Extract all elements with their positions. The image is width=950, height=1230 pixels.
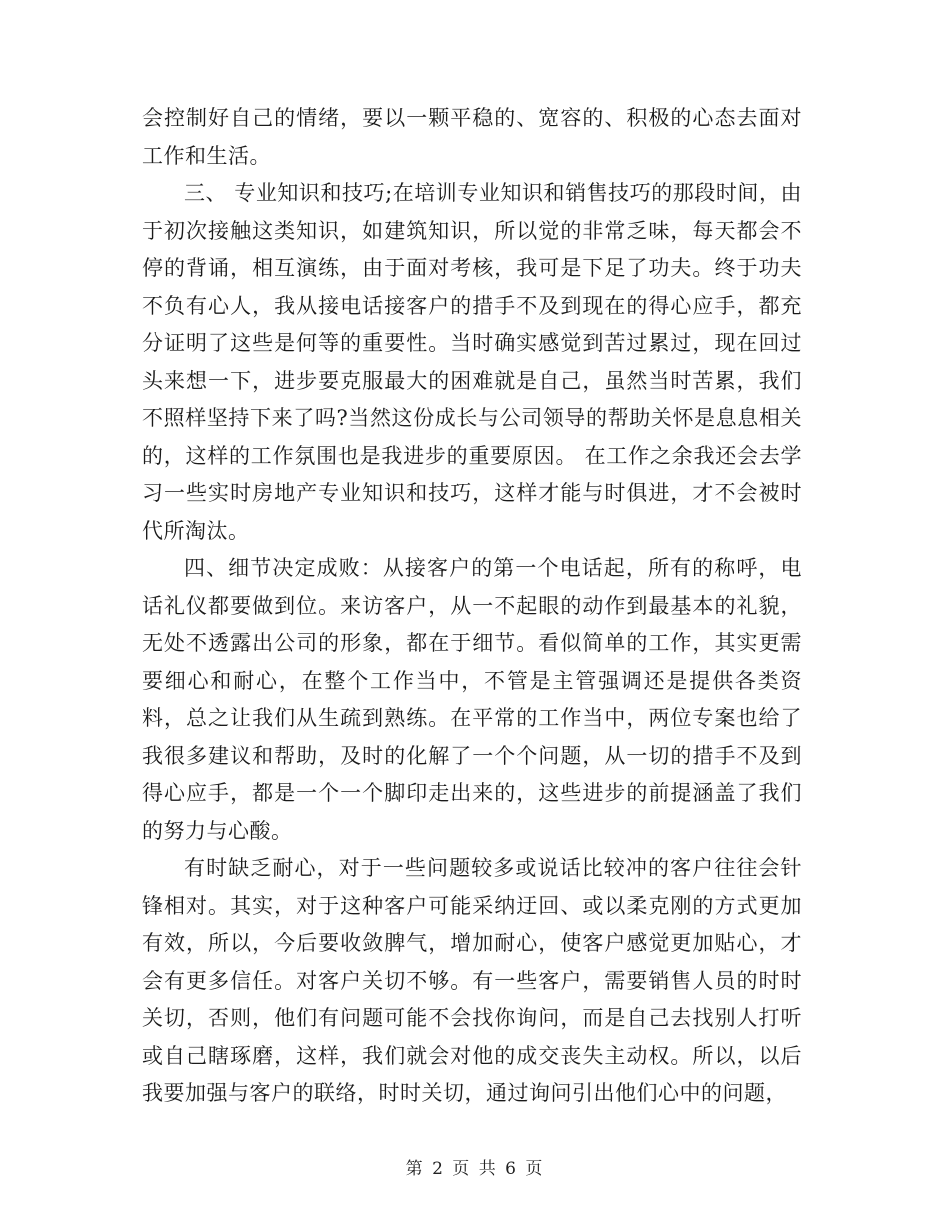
paragraph-shortcomings: 有时缺乏耐心，对于一些问题较多或说话比较冲的客户往往会针锋相对。其实，对于这种客户可能采纳迂回、或以柔克刚的方式更加有效，所以，今后要收敛脾气，增加耐心，使客户感觉更加贴心，才会有更多信任。对客户关切不够。有一些客户，需要销售人员的时时关切，否则，他们有问题可能不会找你询问，而是自己去找别人打听或自己瞎琢磨，这样，我们就会对他的成交丧失主动权。所以，以后我要加强与客户的联络，时时关切，通过询问引出他们心中的问题， bbox=[142, 856, 802, 1105]
page-number-footer: 第 2 页 共 6 页 bbox=[405, 1159, 545, 1179]
paragraph-section-four: 四、细节决定成败：从接客户的第一个电话起，所有的称呼，电话礼仪都要做到位。来访客户，从一不起眼的动作到最基本的礼貌，无处不透露出公司的形象，都在于细节。看似简单的工作，其实更需要细心和耐心，在整个工作当中，不管是主管强调还是提供各类资料，总之让我们从生疏到熟练。在平常的工作当中，两位专案也给了我很多建议和帮助，及时的化解了一个个问题，从一切的措手不及到得心应手，都是一个一个脚印走出来的，这些进步的前提涵盖了我们的努力与心酸。 bbox=[142, 556, 802, 843]
paragraph-section-three: 三、 专业知识和技巧;在培训专业知识和销售技巧的那段时间，由于初次接触这类知识，如建筑知识，所以觉的非常乏味，每天都会不停的背诵，相互演练，由于面对考核，我可是下足了功夫。终于功夫不负有心人，我从接电话接客户的措手不及到现在的得心应手，都充分证明了这些是何等的重要性。当时确实感觉到苦过累过，现在回过头来想一下，进步要克服最大的困难就是自己，虽然当时苦累，我们不照样坚持下来了吗?当然这份成长与公司领导的帮助关怀是息息相关的，这样的工作氛围也是我进步的重要原因。 在工作之余我还会去学习一些实时房地产专业知识和技巧，这样才能与时俱进，才不会被时代所淘汰。 bbox=[142, 181, 802, 543]
document-body bbox=[142, 100, 802, 1113]
paragraph-continuation: 会控制好自己的情绪，要以一颗平稳的、宽容的、积极的心态去面对工作和生活。 bbox=[142, 106, 802, 168]
